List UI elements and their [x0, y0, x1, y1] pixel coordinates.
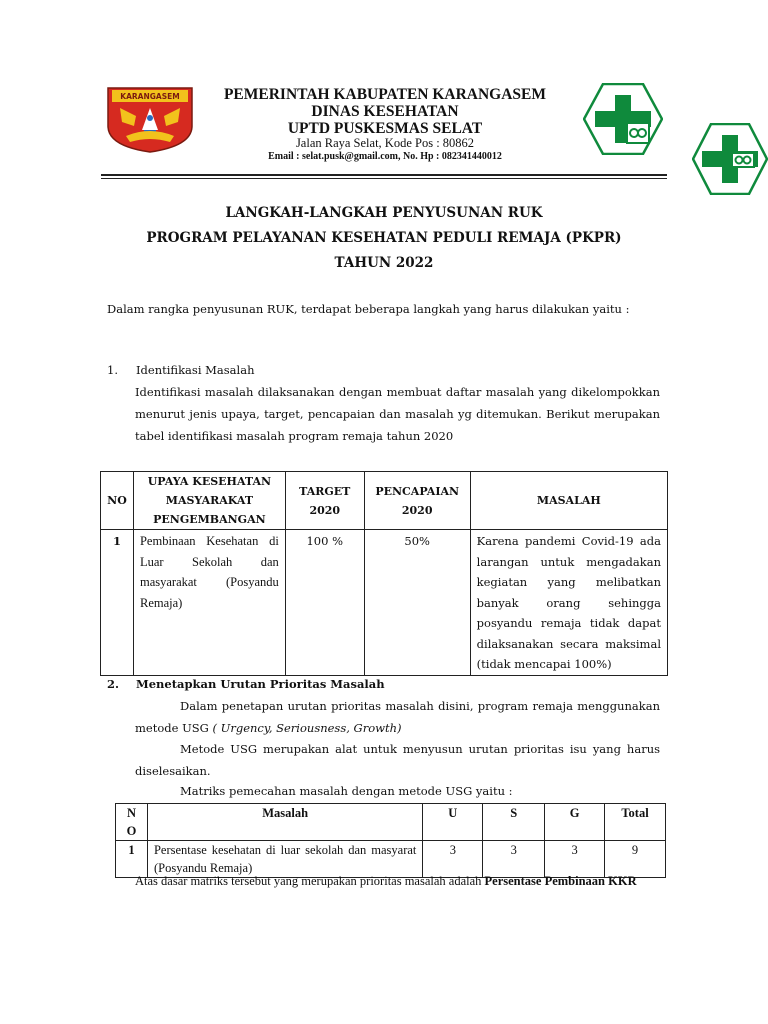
- table-row: [101, 530, 668, 676]
- cell-no: 1: [116, 841, 148, 878]
- para1-italic: ( Urgency, Seriousness, Growth): [212, 721, 402, 735]
- para1-text: Dalam penetapan urutan prioritas masalah disini, program remaja menggunakan metode USG: [135, 699, 660, 735]
- cell-masalah: Persentase kesehatan di luar sekolah dan masyarat (Posyandu Remaja): [147, 841, 422, 878]
- header-target: TARGET 2020: [285, 472, 364, 530]
- table-header-row: [101, 472, 668, 530]
- letterhead-line1: PEMERINTAH KABUPATEN KARANGASEM: [223, 86, 547, 103]
- cell-total: 9: [605, 841, 666, 878]
- section1-paragraph: Identifikasi masalah dilaksanakan dengan membuat daftar masalah yang dikelompokkan menurut jenis upaya, target, pencapaian dan masalah yg ditemukan. Berikut merupakan tabel identifikasi masalah program remaja tahun 2020: [135, 385, 660, 443]
- header-u: U: [423, 804, 483, 841]
- letterhead-line2: DINAS KESEHATAN: [311, 103, 459, 120]
- letterhead-rule: [101, 178, 667, 179]
- conclusion-paragraph: [135, 871, 660, 892]
- header-total: Total: [605, 804, 666, 841]
- document-title-line1: LANGKAH-LANGKAH PENYUSUNAN RUK: [225, 205, 543, 221]
- section1-title: Identifikasi Masalah: [136, 363, 255, 377]
- karangasem-emblem-icon: [106, 86, 194, 154]
- letterhead-line3: UPTD PUSKESMAS SELAT: [287, 120, 483, 137]
- cell-g: 3: [545, 841, 605, 878]
- conclusion-bold: Persentase Pembinaan KKR: [484, 874, 637, 888]
- section2-paragraph3: Matriks pemecahan masalah dengan metode USG yaitu :: [180, 784, 513, 798]
- section2-title: Menetapkan Urutan Prioritas Masalah: [136, 677, 385, 691]
- section2-number: 2.: [107, 677, 120, 691]
- header-masalah: Masalah: [147, 804, 422, 841]
- header-no: NO: [101, 472, 134, 530]
- cell-target: 100 %: [285, 530, 364, 676]
- cell-pencapaian: 50%: [364, 530, 470, 676]
- letterhead-contact: Email : selat.pusk@gmail.com, No. Hp : 082341440012: [268, 151, 502, 162]
- header-s: S: [483, 804, 545, 841]
- section2-paragraph1: [135, 695, 660, 739]
- header-masalah: MASALAH: [470, 472, 667, 530]
- problem-identification-table: [100, 471, 668, 676]
- document-title-line2: PROGRAM PELAYANAN KESEHATAN PEDULI REMAJA (PKPR): [146, 230, 622, 246]
- letterhead-rule: [101, 174, 667, 176]
- header-g: G: [545, 804, 605, 841]
- cell-masalah: Karena pandemi Covid-19 ada larangan untuk mengadakan kegiatan yang melibatkan banyak orang sehingga posyandu remaja tidak dapat dilaksanakan secara maksimal (tidak mencapai 100%): [470, 530, 667, 676]
- logo-label: KARANGASEM: [120, 92, 180, 101]
- section2-paragraph2: Metode USG merupakan alat untuk menyusun urutan prioritas isu yang harus diselesaikan.: [135, 742, 660, 778]
- header-pencapaian: PENCAPAIAN 2020: [364, 472, 470, 530]
- cell-u: 3: [423, 841, 483, 878]
- table-header-row: [116, 804, 666, 841]
- letterhead-address: Jalan Raya Selat, Kode Pos : 80862: [295, 136, 475, 150]
- cell-s: 3: [483, 841, 545, 878]
- header-upaya: UPAYA KESEHATAN MASYARAKAT PENGEMBANGAN: [133, 472, 285, 530]
- intro-paragraph: Dalam rangka penyusunan RUK, terdapat beberapa langkah yang harus dilakukan yaitu :: [107, 302, 630, 316]
- section1-number: 1.: [107, 363, 118, 377]
- cell-no: 1: [101, 530, 134, 676]
- document-title-line3: TAHUN 2022: [334, 255, 434, 271]
- usg-matrix-table: [115, 803, 666, 878]
- green-cross-icon: [692, 123, 768, 195]
- header-no: NO: [116, 804, 148, 841]
- conclusion-text: Atas dasar matriks tersebut yang merupakan prioritas masalah adalah: [135, 874, 482, 888]
- cell-upaya: Pembinaan Kesehatan di Luar Sekolah dan masyarakat (Posyandu Remaja): [133, 530, 285, 676]
- green-cross-icon: [583, 83, 663, 155]
